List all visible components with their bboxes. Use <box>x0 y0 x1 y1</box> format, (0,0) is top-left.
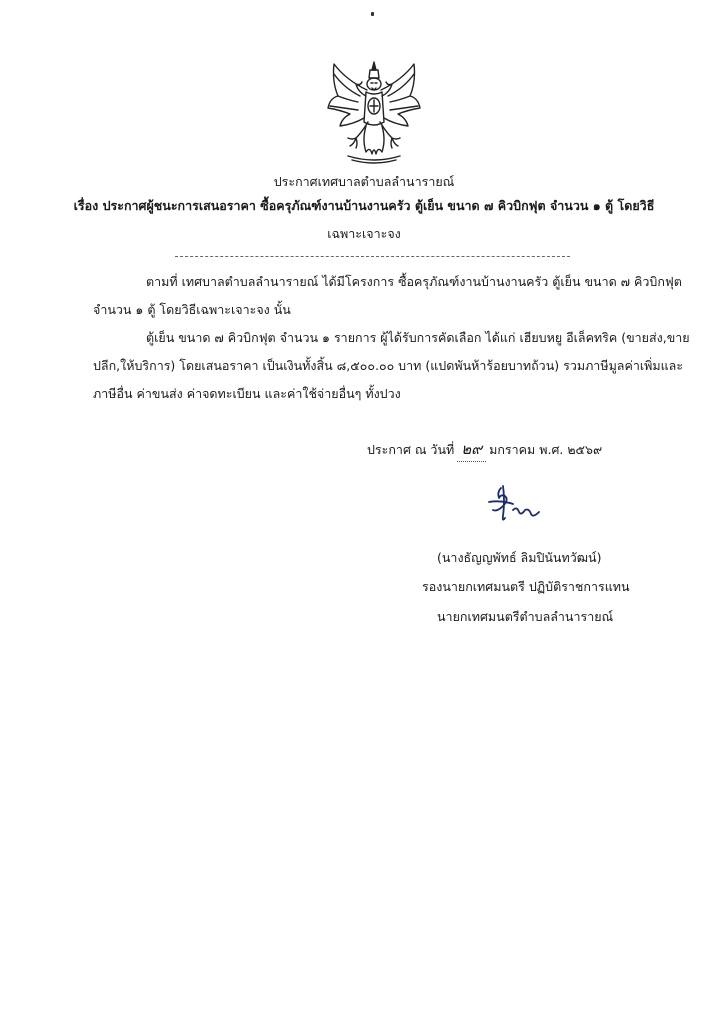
punch-mark <box>371 12 374 16</box>
announcement-day: ๒๙ <box>457 437 486 462</box>
signatory-name: (นางธัญญพัทธ์ ลิมปินันทวัฒน์) <box>437 550 602 565</box>
subject-line-1: เรื่อง ประกาศผู้ชนะการเสนอราคา ซื้อครุภัณฑ์งานบ้านงานครัว ตู้เย็น ขนาด ๗ คิวบิกฟุต จำนวน ๑ ตู้ โดยวิธี <box>73 198 655 213</box>
paragraph-1-line-1: ตามที่ เทศบาลตำบลลำนารายณ์ ได้มีโครงการ ซื้อครุภัณฑ์งานบ้านงานครัว ตู้เย็น ขนาด ๗ คิวบิกฟุต <box>146 274 682 289</box>
signatory-on-behalf: นายกเทศมนตรีตำบลลำนารายณ์ <box>437 609 614 624</box>
paragraph-2-line-3: ภาษีอื่น ค่าขนส่ง ค่าจดทะเบียน และค่าใช้จ่ายอื่นๆ ทั้งปวง <box>93 386 401 401</box>
paragraph-1-line-2: จำนวน ๑ ตู้ โดยวิธีเฉพาะเจาะจง นั้น <box>93 302 291 317</box>
subject-line-2: เฉพาะเจาะจง <box>327 226 401 241</box>
paragraph-2-line-1: ตู้เย็น ขนาด ๗ คิวบิกฟุต จำนวน ๑ รายการ ผู้ได้รับการคัดเลือก ได้แก่ เฮียบหยู อีเล็คทริค (ขายส่ง,ขาย <box>146 330 690 345</box>
announcement-suffix: มกราคม พ.ศ. ๒๕๖๙ <box>489 442 603 457</box>
agency-heading: ประกาศเทศบาลตำบลลำนารายณ์ <box>273 174 455 189</box>
garuda-emblem-icon <box>326 60 422 164</box>
signatory-position: รองนายกเทศมนตรี ปฏิบัติราชการแทน <box>422 579 630 594</box>
handwritten-signature <box>483 480 555 530</box>
announcement-prefix: ประกาศ ณ วันที่ <box>367 442 455 457</box>
announcement-date <box>367 437 602 462</box>
paragraph-2-line-2: ปลีก,ให้บริการ) โดยเสนอราคา เป็นเงินทั้งสิ้น ๘,๕๐๐.๐๐ บาท (แปดพันห้าร้อยบาทถ้วน) รวมภาษีมูลค่าเพิ่มและ <box>93 358 684 373</box>
dashed-divider <box>175 256 570 257</box>
